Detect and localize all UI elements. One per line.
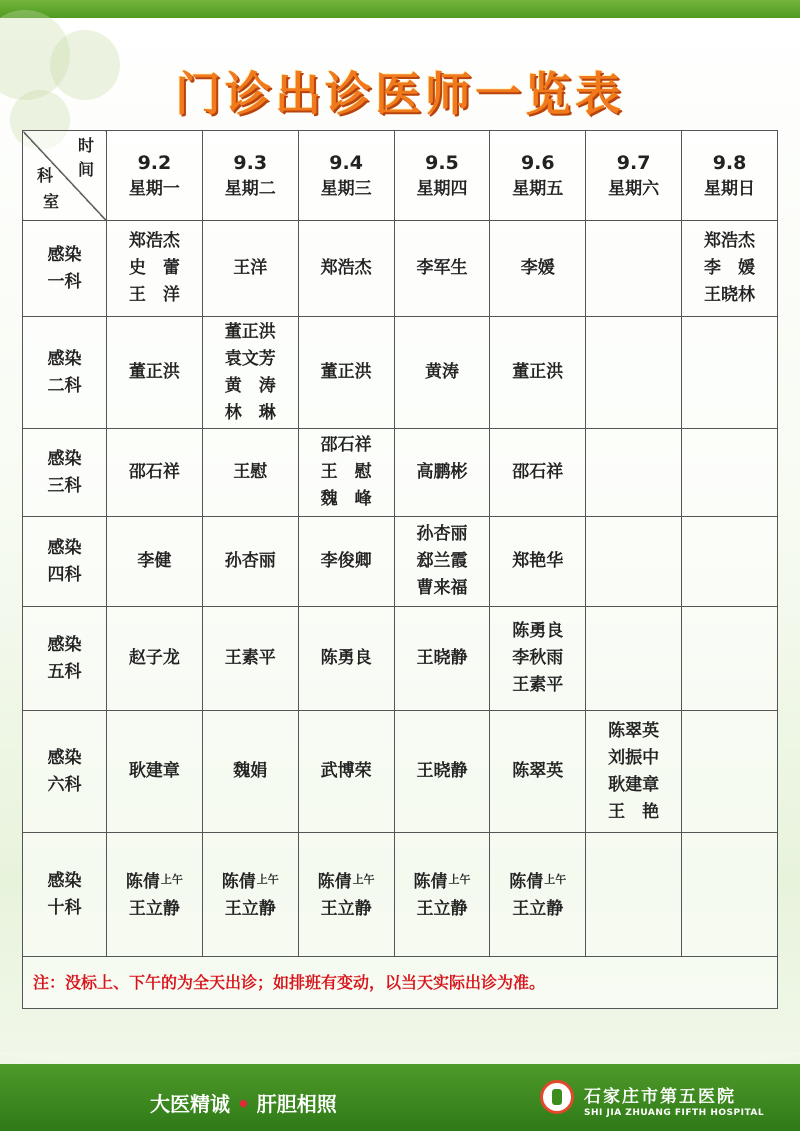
- schedule-cell: [490, 711, 586, 833]
- doctor-name-text: 陈倩: [317, 872, 352, 892]
- day-weekday: 星期六: [608, 178, 660, 199]
- hospital-name-cn: 石家庄市第五医院: [584, 1087, 736, 1107]
- department-label: 五科: [47, 661, 82, 682]
- day-header: [202, 131, 298, 221]
- day-date: 9.5: [425, 151, 459, 174]
- corner-dept-2: 室: [43, 192, 60, 211]
- doctor-name: [490, 896, 585, 923]
- doctor-name-text: 王 艳: [608, 801, 660, 822]
- schedule-cell: [298, 607, 394, 711]
- doctor-name-text: 魏娟: [233, 761, 268, 781]
- doctor-name: [490, 255, 585, 282]
- schedule-cell: [586, 607, 682, 711]
- doctor-name: [490, 672, 585, 699]
- note-row: [23, 957, 778, 1009]
- day-header: [490, 131, 586, 221]
- day-header: [298, 131, 394, 221]
- doctor-name: [395, 758, 490, 785]
- doctor-name: [395, 896, 490, 923]
- department-label: 感染: [47, 537, 82, 558]
- day-date: 9.2: [137, 151, 172, 174]
- schedule-cell: [298, 317, 394, 429]
- doctor-name-text: 孙杏丽: [224, 551, 276, 571]
- doctor-name: [299, 486, 394, 513]
- doctor-name-text: 王晓静: [416, 761, 468, 781]
- corner-dept-1: 科: [37, 166, 54, 185]
- schedule-cell: [490, 517, 586, 607]
- doctor-name-text: 陈倩: [509, 872, 544, 892]
- doctor-name-text: 陈翠英: [608, 720, 660, 741]
- doctor-name-text: 王立静: [128, 899, 180, 919]
- doctor-name: [299, 255, 394, 282]
- department-cell: [23, 429, 107, 517]
- department-cell: [23, 833, 107, 957]
- doctor-name-text: 王立静: [416, 899, 468, 919]
- doctor-name-text: 黄 涛: [224, 375, 276, 396]
- day-date: 9.3: [233, 151, 268, 174]
- schedule-cell: [682, 711, 778, 833]
- doctor-name-text: 李媛: [520, 258, 555, 278]
- doctor-name: [490, 459, 585, 486]
- schedule-cell: [394, 711, 490, 833]
- table-row: [23, 221, 778, 317]
- doctor-name-text: 王素平: [224, 648, 276, 668]
- day-weekday: 星期三: [320, 178, 372, 199]
- schedule-cell: [394, 607, 490, 711]
- table-row: [23, 607, 778, 711]
- doctor-name: [395, 645, 490, 672]
- doctor-name: [586, 718, 681, 745]
- doctor-name: [586, 745, 681, 772]
- doctor-name-text: 郑浩杰: [128, 231, 180, 251]
- doctor-name-text: 李健: [137, 551, 172, 571]
- department-label: 感染: [47, 244, 82, 265]
- doctor-name: [490, 758, 585, 785]
- doctor-name: [395, 548, 490, 575]
- hospital-logo-icon: [540, 1080, 574, 1114]
- doctor-name: [586, 799, 681, 826]
- doctor-name-text: 赵子龙: [128, 648, 180, 668]
- doctor-name-text: 王素平: [512, 675, 564, 695]
- doctor-name-text: 李军生: [416, 258, 468, 278]
- table-row: [23, 517, 778, 607]
- day-header: [107, 131, 203, 221]
- department-cell: [23, 317, 107, 429]
- day-weekday: 星期四: [416, 178, 468, 199]
- doctor-name-text: 李 媛: [704, 258, 756, 278]
- doctor-name: [299, 432, 394, 459]
- schedule-cell: [107, 517, 203, 607]
- doctor-name: [490, 866, 585, 896]
- department-label: 六科: [47, 774, 82, 795]
- schedule-cell: [394, 833, 490, 957]
- doctor-name: [107, 459, 202, 486]
- doctor-name: [299, 896, 394, 923]
- doctor-name: [107, 548, 202, 575]
- day-date: 9.4: [329, 151, 363, 174]
- department-label: 二科: [47, 375, 82, 396]
- schedule-cell: [202, 517, 298, 607]
- doctor-name-text: 史 蕾: [128, 258, 180, 278]
- doctor-name: [107, 255, 202, 282]
- doctor-name: [203, 400, 298, 427]
- schedule-cell: [682, 429, 778, 517]
- day-weekday: 星期五: [512, 178, 564, 199]
- day-weekday: 星期二: [224, 178, 276, 199]
- doctor-name: [299, 758, 394, 785]
- doctor-name-text: 陈倩: [221, 872, 256, 892]
- doctor-name: [299, 548, 394, 575]
- schedule-cell: [490, 429, 586, 517]
- doctor-name-text: 王立静: [224, 899, 276, 919]
- doctor-name: [107, 282, 202, 309]
- doctor-name-text: 高鹏彬: [416, 462, 468, 482]
- doctor-name: [203, 866, 298, 896]
- schedule-cell: [586, 429, 682, 517]
- schedule-cell: [202, 221, 298, 317]
- doctor-name-text: 郑浩杰: [704, 231, 756, 251]
- schedule-cell: [298, 833, 394, 957]
- schedule-cell: [202, 607, 298, 711]
- doctor-name-text: 魏 峰: [320, 489, 372, 509]
- footer-slogan: [150, 1088, 337, 1117]
- table-row: [23, 317, 778, 429]
- schedule-cell: [490, 833, 586, 957]
- doctor-name-text: 邵石祥: [512, 462, 564, 482]
- department-label: 三科: [47, 475, 82, 496]
- doctor-name-text: 王洋: [233, 258, 268, 278]
- doctor-name: [107, 758, 202, 785]
- doctor-name: [107, 645, 202, 672]
- doctor-name-text: 武博荣: [320, 761, 372, 781]
- doctor-name: [299, 459, 394, 486]
- doctor-name: [682, 255, 777, 282]
- department-label: 十科: [47, 897, 82, 918]
- top-green-bar: [0, 0, 800, 18]
- schedule-cell: [490, 317, 586, 429]
- doctor-name-text: 王 慰: [320, 462, 372, 482]
- doctor-name: [203, 346, 298, 373]
- doctor-name: [203, 758, 298, 785]
- doctor-name-text: 陈翠英: [512, 761, 564, 781]
- schedule-table: [22, 130, 778, 1009]
- schedule-cell: [298, 517, 394, 607]
- doctor-name: [107, 228, 202, 255]
- schedule-cell: [682, 221, 778, 317]
- schedule-cell: [682, 607, 778, 711]
- hospital-name-en: SHI JIA ZHUANG FIFTH HOSPITAL: [584, 1108, 765, 1118]
- doctor-name-text: 陈勇良: [320, 648, 372, 668]
- doctor-name: [203, 459, 298, 486]
- slogan-part-2: 肝胆相照: [256, 1092, 337, 1116]
- corner-time-2: 间: [77, 160, 94, 179]
- schedule-cell: [202, 317, 298, 429]
- day-header: [394, 131, 490, 221]
- department-label: 感染: [47, 634, 82, 655]
- doctor-name: [203, 319, 298, 346]
- doctor-name-text: 王晓静: [416, 648, 468, 668]
- doctor-name-text: 邵石祥: [320, 435, 372, 455]
- day-weekday: 星期日: [704, 178, 756, 199]
- schedule-cell: [586, 221, 682, 317]
- schedule-cell: [202, 429, 298, 517]
- schedule-cell: [107, 221, 203, 317]
- doctor-name: [395, 866, 490, 896]
- doctor-name-text: 王立静: [512, 899, 564, 919]
- am-tag: 上午: [160, 873, 183, 886]
- doctor-name: [203, 255, 298, 282]
- doctor-name-text: 耿建章: [608, 774, 660, 795]
- department-label: 感染: [47, 747, 82, 768]
- doctor-name-text: 董正洪: [512, 362, 564, 382]
- schedule-cell: [107, 833, 203, 957]
- heart-icon: •: [236, 1092, 250, 1116]
- doctor-name: [395, 521, 490, 548]
- day-weekday: 星期一: [128, 178, 180, 199]
- day-date: 9.6: [520, 151, 555, 174]
- schedule-cell: [490, 221, 586, 317]
- doctor-name: [299, 359, 394, 386]
- doctor-name: [682, 228, 777, 255]
- doctor-name: [490, 548, 585, 575]
- corner-time-1: 时: [77, 136, 94, 155]
- corner-header: [23, 131, 107, 221]
- doctor-name-text: 陈倩: [413, 872, 448, 892]
- doctor-name-text: 邵石祥: [128, 462, 180, 482]
- doctor-name-text: 孙杏丽: [416, 524, 468, 544]
- doctor-name-text: 李俊卿: [320, 551, 372, 571]
- doctor-name-text: 郑艳华: [512, 551, 564, 571]
- day-date: 9.8: [712, 151, 747, 174]
- doctor-name: [107, 896, 202, 923]
- doctor-name: [299, 866, 394, 896]
- schedule-cell: [682, 833, 778, 957]
- doctor-name: [107, 359, 202, 386]
- doctor-name-text: 刘振中: [608, 747, 660, 768]
- doctor-name: [586, 772, 681, 799]
- department-label: 四科: [47, 564, 82, 585]
- schedule-cell: [107, 711, 203, 833]
- am-tag: 上午: [544, 873, 567, 886]
- schedule-cell: [202, 833, 298, 957]
- page-title: 门诊出诊医师一览表: [175, 67, 625, 121]
- department-label: 感染: [47, 870, 82, 891]
- doctor-name-text: 董正洪: [320, 362, 372, 382]
- day-date: 9.7: [616, 151, 651, 174]
- doctor-name: [107, 866, 202, 896]
- doctor-name: [395, 359, 490, 386]
- schedule-cell: [682, 317, 778, 429]
- schedule-cell: [586, 517, 682, 607]
- schedule-cell: [586, 833, 682, 957]
- department-cell: [23, 711, 107, 833]
- doctor-name: [682, 282, 777, 309]
- department-label: 感染: [47, 348, 82, 369]
- schedule-cell: [107, 607, 203, 711]
- schedule-cell: [202, 711, 298, 833]
- doctor-name-text: 王 洋: [128, 285, 180, 305]
- am-tag: 上午: [352, 873, 375, 886]
- doctor-name: [299, 645, 394, 672]
- schedule-cell: [682, 517, 778, 607]
- doctor-name-text: 王慰: [233, 462, 268, 482]
- doctor-name: [395, 255, 490, 282]
- doctor-name-text: 曹来福: [416, 578, 468, 598]
- footnote: 注：没标上、下午的为全天出诊；如排班有变动，以当天实际出诊为准。: [23, 957, 778, 1009]
- schedule-cell: [394, 517, 490, 607]
- department-label: 感染: [47, 448, 82, 469]
- doctor-name: [203, 373, 298, 400]
- schedule-cell: [107, 317, 203, 429]
- doctor-name-text: 王立静: [320, 899, 372, 919]
- doctor-name-text: 陈勇良: [512, 621, 564, 641]
- doctor-name-text: 李秋雨: [512, 648, 564, 668]
- doctor-name: [203, 645, 298, 672]
- doctor-name: [490, 645, 585, 672]
- table-row: [23, 429, 778, 517]
- department-label: 一科: [47, 271, 82, 292]
- schedule-cell: [394, 429, 490, 517]
- department-cell: [23, 221, 107, 317]
- schedule-cell: [490, 607, 586, 711]
- department-cell: [23, 517, 107, 607]
- am-tag: 上午: [448, 873, 471, 886]
- doctor-name-text: 郑浩杰: [320, 258, 372, 278]
- doctor-name: [395, 459, 490, 486]
- doctor-name-text: 王晓林: [704, 285, 756, 305]
- schedule-cell: [394, 221, 490, 317]
- day-header: [682, 131, 778, 221]
- header-row: [23, 131, 778, 221]
- doctor-name-text: 耿建章: [128, 761, 180, 781]
- doctor-name-text: 董正洪: [224, 321, 276, 342]
- schedule-cell: [298, 711, 394, 833]
- doctor-name-text: 陈倩: [125, 872, 160, 892]
- schedule-cell: [298, 429, 394, 517]
- schedule-cell: [298, 221, 394, 317]
- am-tag: 上午: [256, 873, 279, 886]
- doctor-name: [490, 618, 585, 645]
- doctor-name-text: 林 琳: [224, 402, 276, 423]
- doctor-name-text: 袁文芳: [224, 348, 276, 369]
- schedule-cell: [394, 317, 490, 429]
- slogan-part-1: 大医精诚: [150, 1092, 230, 1116]
- schedule-cell: [107, 429, 203, 517]
- department-cell: [23, 607, 107, 711]
- doctor-name: [490, 359, 585, 386]
- doctor-name-text: 董正洪: [128, 362, 180, 382]
- doctor-name: [395, 575, 490, 602]
- schedule-cell: [586, 317, 682, 429]
- day-header: [586, 131, 682, 221]
- doctor-name: [203, 548, 298, 575]
- doctor-name: [203, 896, 298, 923]
- table-row: [23, 711, 778, 833]
- table-row: [23, 833, 778, 957]
- doctor-name-text: 郄兰霞: [416, 551, 468, 571]
- schedule-cell: [586, 711, 682, 833]
- doctor-name-text: 黄涛: [424, 362, 459, 382]
